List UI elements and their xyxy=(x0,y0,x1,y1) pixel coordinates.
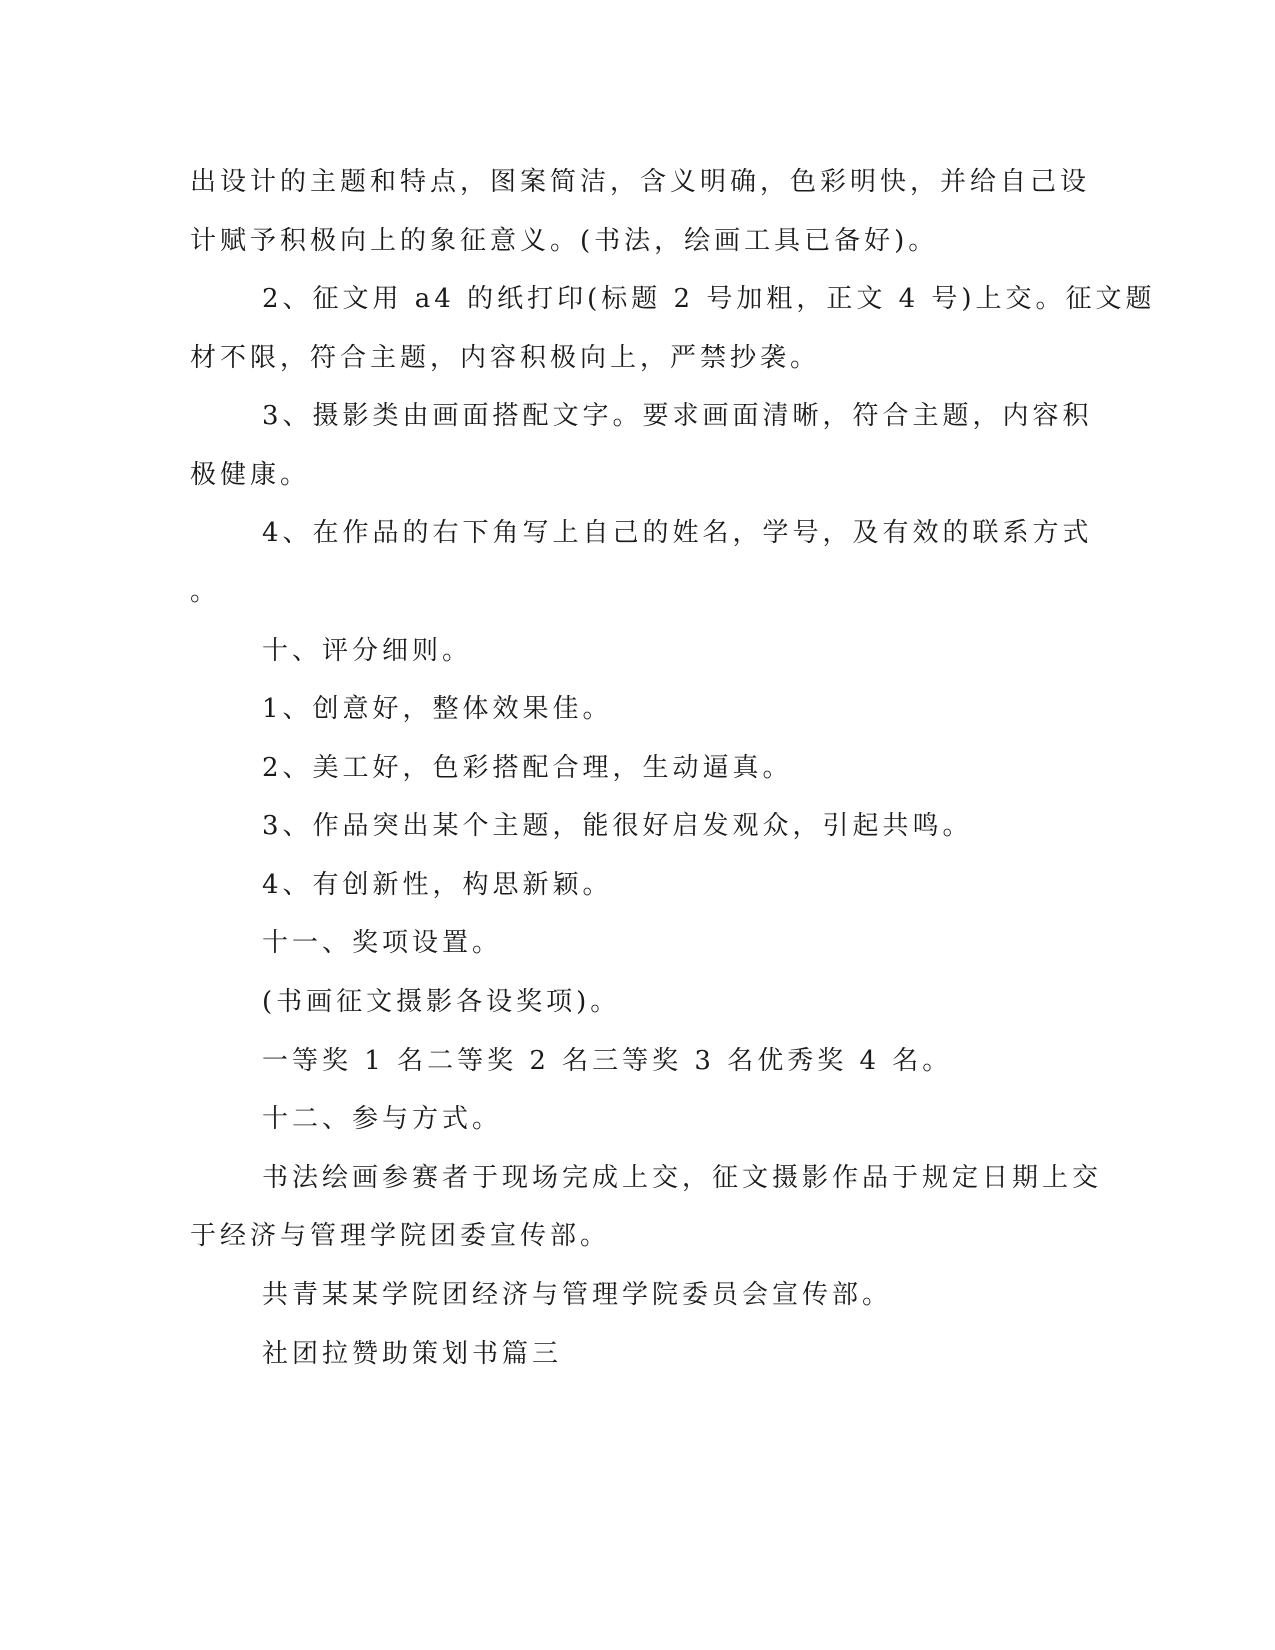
section-heading: 十一、奖项设置。 xyxy=(262,928,503,958)
paragraph-line: 。 xyxy=(190,577,221,607)
list-item: 4、有创新性，构思新颖。 xyxy=(262,870,613,900)
paragraph-line: 3、摄影类由画面搭配文字。要求画面清晰，符合主题，内容积 xyxy=(262,401,1093,431)
paragraph-line: 书法绘画参赛者于现场完成上交，征文摄影作品于规定日期上交 xyxy=(262,1163,1103,1193)
paragraph-line: (书画征文摄影各设奖项)。 xyxy=(262,987,621,1017)
paragraph-line: 2、征文用 a4 的纸打印(标题 2 号加粗，正文 4 号)上交。征文题 xyxy=(262,284,1156,314)
paragraph-line: 共青某某学院团经济与管理学院委员会宣传部。 xyxy=(262,1280,893,1310)
section-title: 社团拉赞助策划书篇三 xyxy=(262,1339,563,1369)
paragraph-line: 出设计的主题和特点，图案简洁，含义明确，色彩明快，并给自己设 xyxy=(190,167,1091,197)
paragraph-line: 于经济与管理学院团委宣传部。 xyxy=(190,1221,611,1251)
paragraph-line: 极健康。 xyxy=(190,460,311,490)
section-heading: 十、评分细则。 xyxy=(262,636,473,666)
list-item: 1、创意好，整体效果佳。 xyxy=(262,694,613,724)
paragraph-line: 一等奖 1 名二等奖 2 名三等奖 3 名优秀奖 4 名。 xyxy=(262,1046,953,1076)
paragraph-line: 4、在作品的右下角写上自己的姓名，学号，及有效的联系方式 xyxy=(262,518,1093,548)
section-heading: 十二、参与方式。 xyxy=(262,1104,503,1134)
list-item: 3、作品突出某个主题，能很好启发观众，引起共鸣。 xyxy=(262,811,973,841)
paragraph-line: 计赋予积极向上的象征意义。(书法，绘画工具已备好)。 xyxy=(190,226,939,256)
paragraph-line: 材不限，符合主题，内容积极向上，严禁抄袭。 xyxy=(190,343,821,373)
list-item: 2、美工好，色彩搭配合理，生动逼真。 xyxy=(262,753,793,783)
